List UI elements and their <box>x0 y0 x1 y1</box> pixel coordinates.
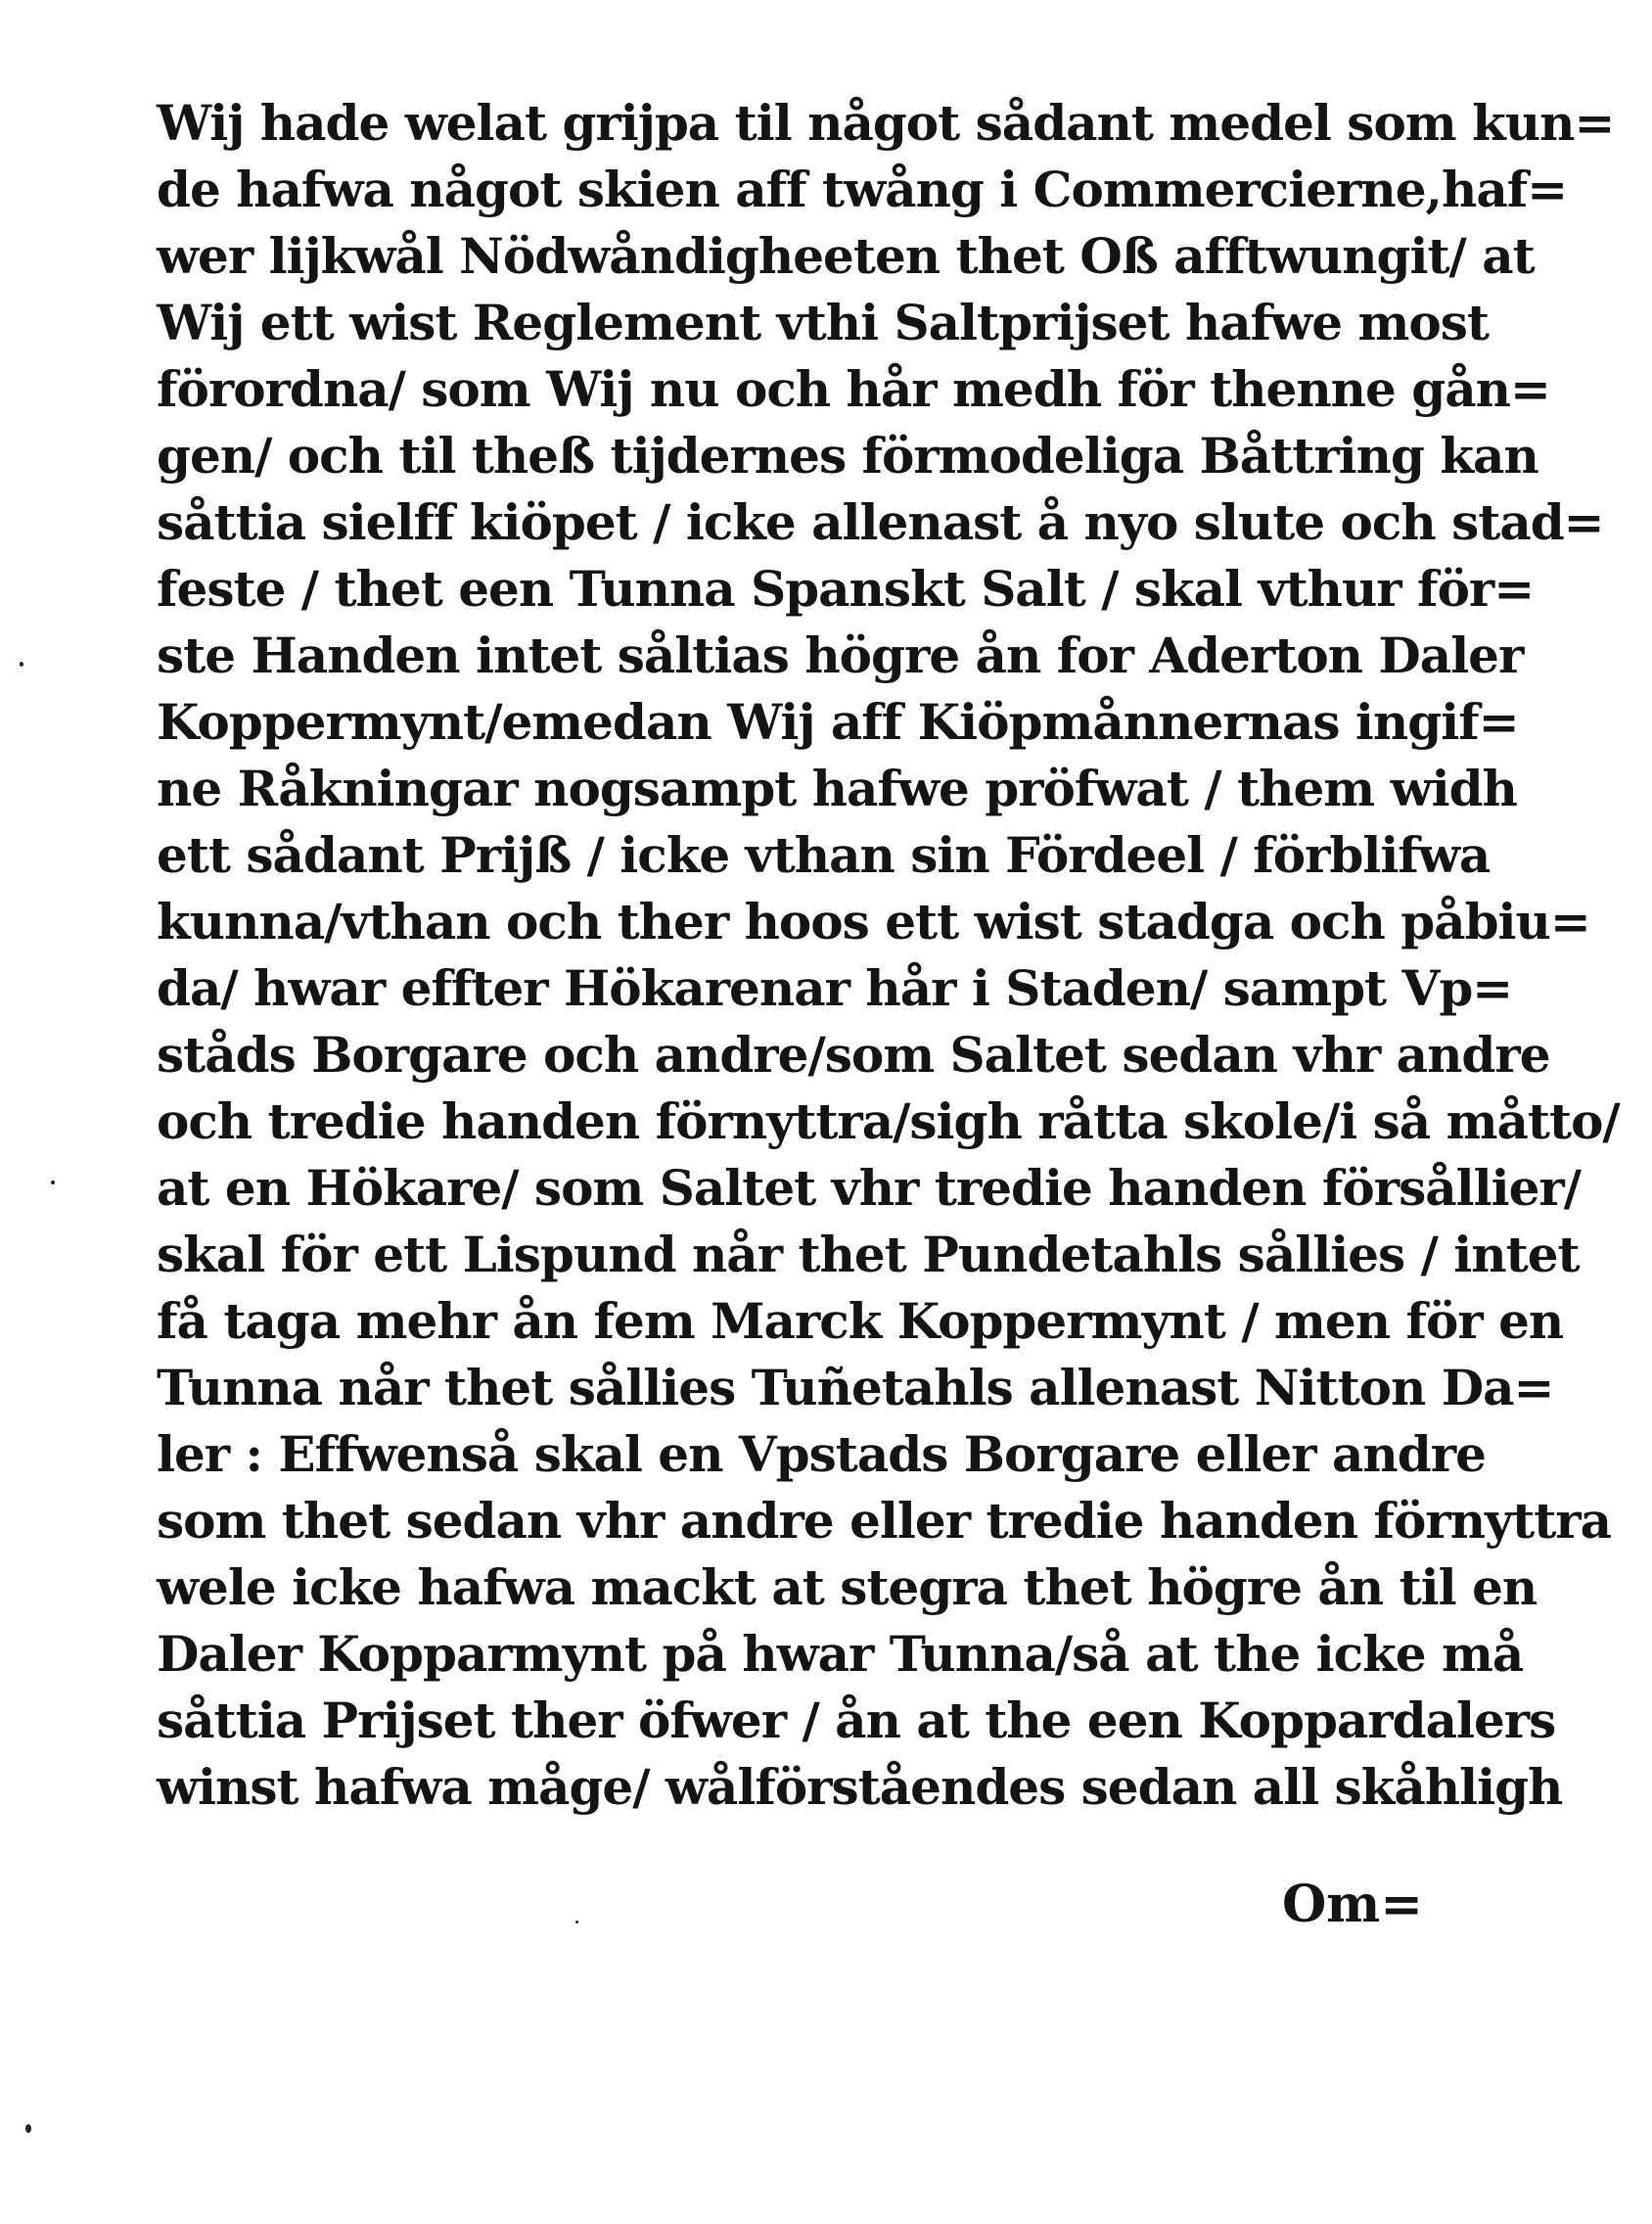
print-speck <box>51 1181 55 1184</box>
text-line-23: wele icke hafwa mackt at stegra thet högre ån til en <box>157 1558 1537 1616</box>
text-line-25: såttia Prijset ther öfwer / ån at the een Koppardalers <box>157 1691 1556 1749</box>
text-line-11: ne Råkningar nogsampt hafwe pröfwat / them widh <box>157 760 1517 817</box>
text-line-16: och tredie handen förnyttra/sigh råtta skole/i så måtto/ <box>157 1092 1620 1150</box>
text-line-5: förordna/ som Wij nu och hår medh för thenne gån= <box>157 360 1550 418</box>
text-line-7: såttia sielff kiöpet / icke allenast å nyo slute och stad= <box>157 493 1604 551</box>
print-speck <box>575 1921 578 1923</box>
print-speck <box>25 2124 31 2133</box>
catchword: Om= <box>1282 1875 1423 1934</box>
text-line-8: feste / thet een Tunna Spanskt Salt / skal vthur för= <box>157 560 1535 618</box>
text-line-14: da/ hwar effter Hökarenar hår i Staden/ sampt Vp= <box>157 959 1513 1017</box>
text-line-13: kunna/vthan och ther hoos ett wist stadga och påbiu= <box>157 893 1590 950</box>
text-line-24: Daler Kopparmynt på hwar Tunna/så at the icke må <box>157 1625 1524 1683</box>
text-line-4: Wij ett wist Reglement vthi Saltprijset hafwe most <box>157 294 1489 351</box>
text-line-18: skal för ett Lispund når thet Pundetahls sållies / intet <box>157 1226 1580 1283</box>
text-line-12: ett sådant Prijß / icke vthan sin Fördeel / förblifwa <box>157 826 1491 884</box>
text-line-6: gen/ och til theß tijdernes förmodeliga Båttring kan <box>157 427 1538 485</box>
print-speck <box>20 662 23 667</box>
text-line-10: Koppermynt/emedan Wij aff Kiöpmånnernas ingif= <box>157 693 1519 751</box>
text-line-21: ler : Effwenså skal en Vpstads Borgare eller andre <box>157 1425 1486 1483</box>
text-line-3: wer lijkwål Nödwåndigheeten thet Oß afftwungit/ at <box>157 227 1535 285</box>
text-line-20: Tunna når thet sållies Tuñetahls allenast Nitton Da= <box>157 1359 1554 1416</box>
text-line-15: ståds Borgare och andre/som Saltet sedan vhr andre <box>157 1026 1550 1084</box>
text-line-26: winst hafwa måge/ wålförståendes sedan all skåhligh <box>157 1758 1563 1816</box>
text-line-9: ste Handen intet såltias högre ån for Aderton Daler <box>157 626 1524 684</box>
text-line-22: som thet sedan vhr andre eller tredie handen förnyttra <box>157 1492 1612 1550</box>
text-line-19: få taga mehr ån fem Marck Koppermynt / men för en <box>157 1292 1564 1350</box>
body-text <box>157 90 1620 1821</box>
text-line-17: at en Hökare/ som Saltet vhr tredie handen försållier/ <box>157 1159 1582 1217</box>
text-line-2: de hafwa något skien aff twång i Commercierne,haf= <box>157 161 1568 218</box>
text-line-1: Wij hade welat grijpa til något sådant medel som kun= <box>157 94 1615 152</box>
